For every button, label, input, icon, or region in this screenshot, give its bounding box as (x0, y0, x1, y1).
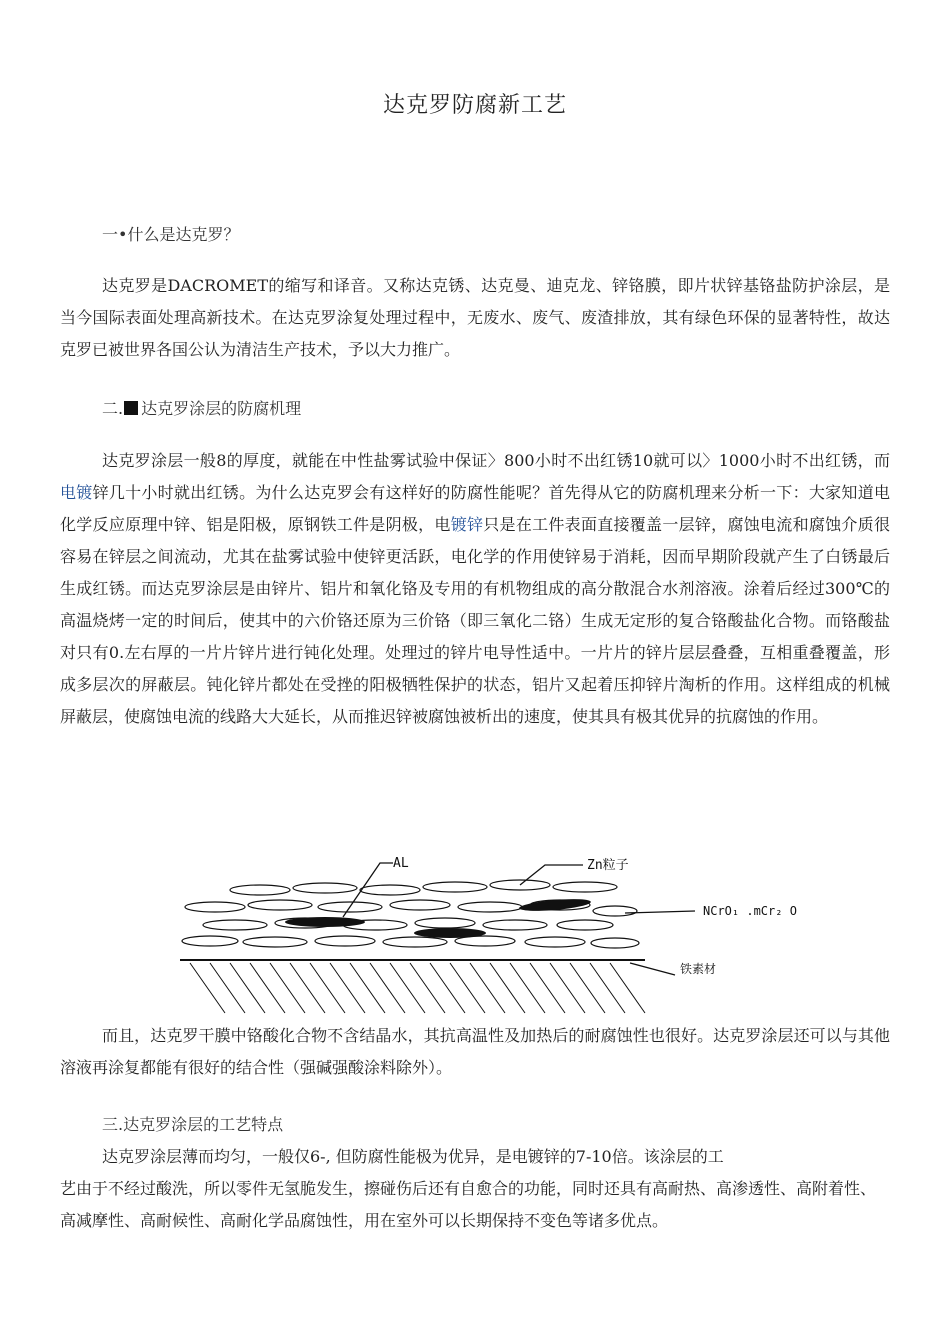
section-1-heading: 一•什么是达克罗？ (102, 225, 240, 244)
page-title: 达克罗防腐新工艺 (382, 93, 567, 118)
section-3-heading: 三.达克罗涂层的工艺特点 (102, 1115, 284, 1134)
label-al: AL (393, 856, 409, 871)
section-2-heading-prefix: 二. (102, 399, 124, 418)
coating-structure-diagram (175, 845, 825, 1020)
section-1-body: 达克罗是DACROMET的缩写和译音。又称达克锈、达克曼、迪克龙、锌铬膜，即片状锌基铬盐防护涂层，是当今国际表面处理高新技术。在达克罗涂复处理过程中，无废水、废气、废渣排放，其有绿色环保的显著特性，故达克罗已被世界各国公认为清洁生产技术，予以大力推广。 (60, 276, 890, 359)
section-2-after-body: 而且，达克罗干膜中铬酸化合物不含结晶水，其抗高温性及加热后的耐腐蚀性也很好。达克罗涂层还可以与其他溶液再涂复都能有很好的结合性（强碱强酸涂料除外）。 (60, 1026, 890, 1077)
section-2-body-c: 只是在工件表面直接覆盖一层锌，腐蚀电流和腐蚀介质很容易在锌层之间流动，尤其在盐雾试验中使锌更活跃，电化学的作用使锌易于消耗，因而早期阶段就产生了白锈最后生成红锈。而达克罗涂层是由锌片、铝片和氧化铬及专用的有机物组成的高分散混合水剂溶液。涂着后经过300℃的高温烧烤一定的时间后，使其中的六价铬还原为三价铬（即三氧化二铬）生成无定形的复合铬酸盐化合物。而铬酸盐对只有0.左右厚的一片片锌片进行钝化处理。处理过的锌片电导性适中。一片片的锌片层层叠叠，互相重叠覆盖，形成多层次的屏蔽层。钝化锌片都处在受挫的阳极牺牲保护的状态，铝片又起着压抑锌片淘析的作用。这样组成的机械屏蔽层，使腐蚀电流的线路大大延长，从而推迟锌被腐蚀被析出的速度，使其具有极其优异的抗腐蚀的作用。 (60, 515, 890, 726)
section-2-body-a: 达克罗涂层一般8的厚度，就能在中性盐雾试验中保证〉800小时不出红锈10就可以〉1000小时不出红锈，而 (102, 451, 890, 470)
galvanizing-link[interactable]: 镀锌 (450, 515, 484, 534)
square-bullet-icon (124, 401, 138, 415)
section-2-heading-text: 达克罗涂层的防腐机理 (141, 399, 302, 418)
section-2-body (60, 445, 890, 733)
flake-layers (182, 880, 639, 948)
section-2-heading (102, 396, 301, 419)
label-zn-particles: Zn粒子 (587, 858, 629, 873)
section-3-body: 艺由于不经过酸洗，所以零件无氢脆发生，擦碰伤后还有自愈合的功能，同时还具有高耐热、高渗透性、高附着性、高减摩性、高耐候性、高耐化学品腐蚀性，用在室外可以长期保持不变色等诸多优点。 (60, 1179, 877, 1230)
section-2-body-b: 锌几十小时就出红锈。为什么达克罗会有这样好的防腐性能呢？首先得从它的防腐机理来分析一下：大家知道电化学反应原理中锌、铝是阳极，原钢铁工件是阴极，电 (60, 483, 890, 534)
iron-base-hatching (190, 963, 645, 1013)
label-iron-base: 铁素材 (680, 962, 717, 976)
label-oxide: NCrO₁ .mCr₂ O (703, 904, 797, 918)
electroplating-link[interactable]: 电镀 (60, 483, 93, 502)
section-3-line-1: 达克罗涂层薄而均匀，一般仅6-, 但防腐性能极为优异，是电镀锌的7-10倍。该涂层的工 (102, 1147, 724, 1166)
